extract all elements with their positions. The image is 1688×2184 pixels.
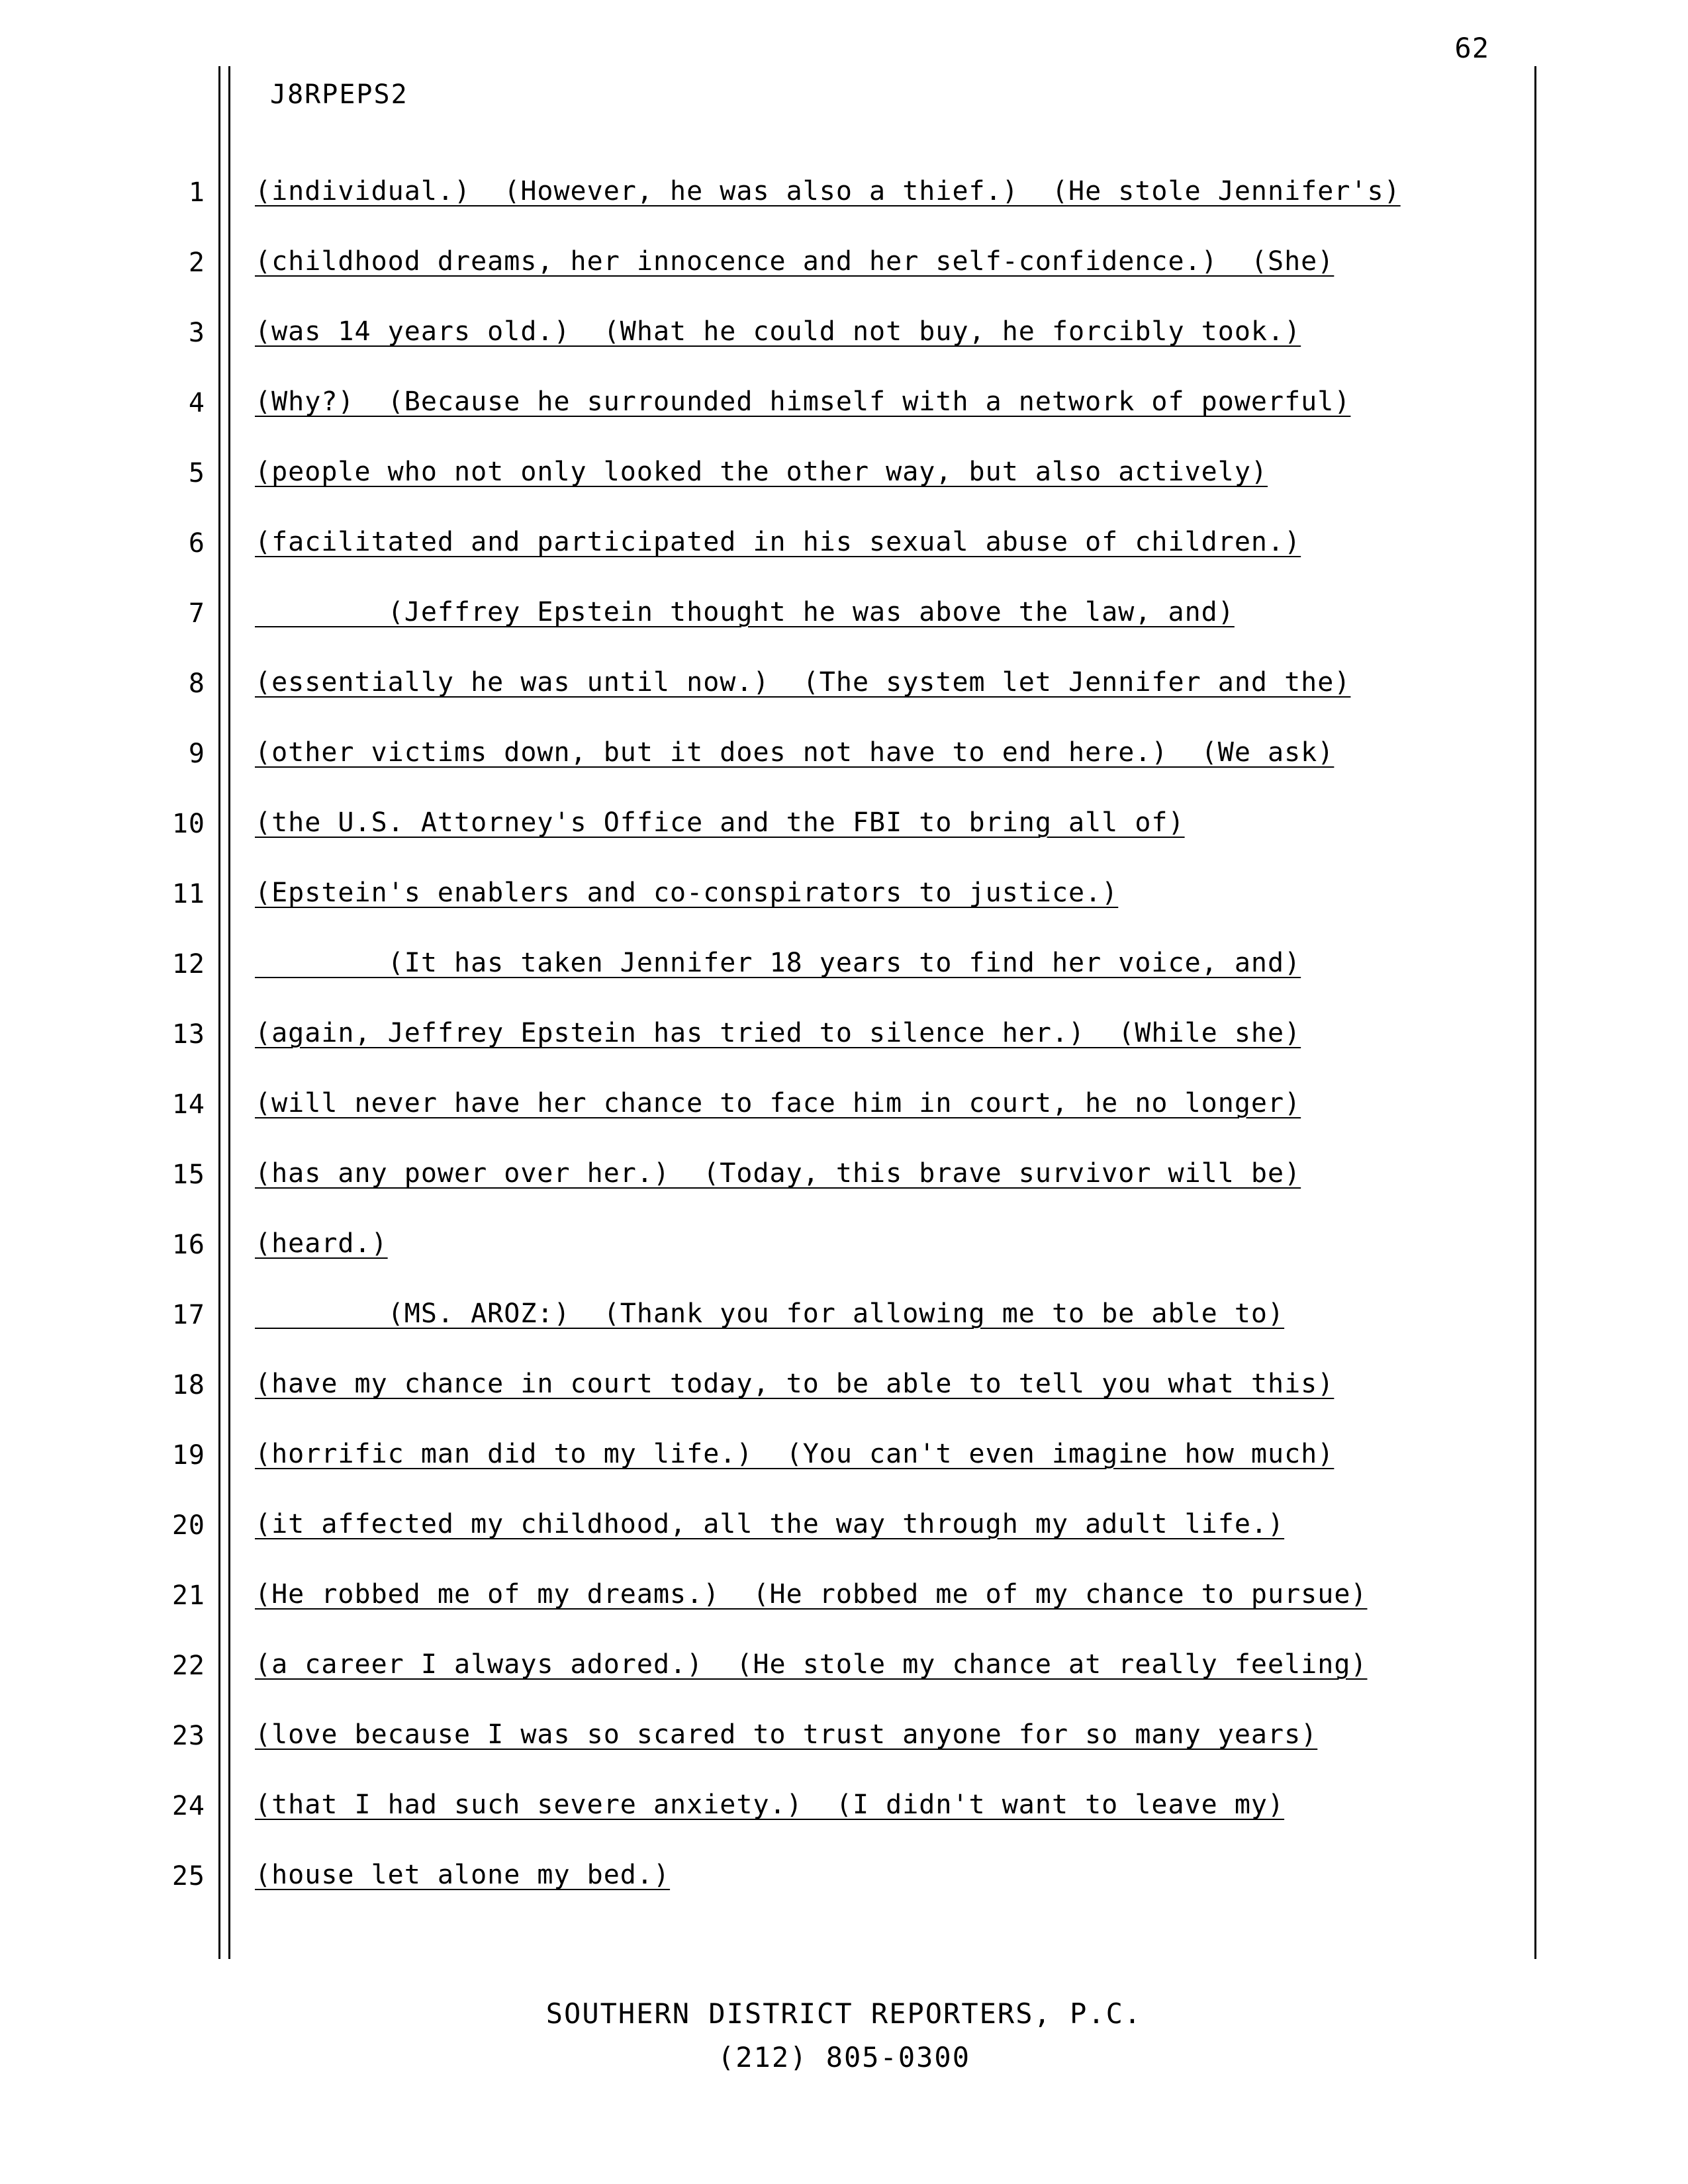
transcript-line: [0, 306, 1688, 376]
transcript-line: [0, 165, 1688, 236]
line-number: 11: [171, 879, 205, 909]
transcript-line: [0, 657, 1688, 727]
line-number: 15: [171, 1160, 205, 1190]
line-text: (the U.S. Attorney's Office and the FBI to bring all of): [255, 807, 1185, 838]
line-text: (love because I was so scared to trust anyone for so many years): [255, 1719, 1318, 1750]
line-number: 24: [171, 1791, 205, 1821]
line-number: 17: [171, 1300, 205, 1330]
transcript-line: [0, 1779, 1688, 1849]
line-text: (a career I always adored.) (He stole my chance at really feeling): [255, 1649, 1368, 1680]
transcript-line: [0, 1849, 1688, 1919]
page-number: 62: [1454, 32, 1489, 64]
line-number: 20: [171, 1510, 205, 1541]
line-text: (individual.) (However, he was also a thief.) (He stole Jennifer's): [255, 176, 1401, 206]
transcript-line: [0, 1148, 1688, 1218]
transcript-line: [0, 586, 1688, 657]
line-text: (It has taken Jennifer 18 years to find her voice, and): [255, 948, 1301, 978]
line-text: (will never have her chance to face him in court, he no longer): [255, 1088, 1301, 1118]
line-text: (facilitated and participated in his sexual abuse of children.): [255, 527, 1301, 557]
transcript-line: [0, 376, 1688, 446]
footer-reporter-name: SOUTHERN DISTRICT REPORTERS, P.C.: [545, 1997, 1143, 2030]
line-number: 3: [188, 318, 205, 348]
line-text: (has any power over her.) (Today, this brave survivor will be): [255, 1158, 1301, 1189]
document-id: J8RPEPS2: [270, 79, 408, 110]
page-footer: [0, 1992, 1688, 2079]
transcript-line: [0, 867, 1688, 937]
line-text: (people who not only looked the other way, but also actively): [255, 457, 1268, 487]
line-number: 13: [171, 1019, 205, 1050]
line-text: (childhood dreams, her innocence and her self-confidence.) (She): [255, 246, 1335, 277]
line-text: (that I had such severe anxiety.) (I didn't want to leave my): [255, 1790, 1285, 1820]
transcript-line: [0, 1639, 1688, 1709]
transcript-line: [0, 1358, 1688, 1428]
line-number: 23: [171, 1721, 205, 1751]
transcript-line: [0, 727, 1688, 797]
line-text: (Why?) (Because he surrounded himself with a network of powerful): [255, 387, 1351, 417]
line-number: 2: [188, 248, 205, 278]
line-number: 1: [188, 177, 205, 208]
line-text: (have my chance in court today, to be able to tell you what this): [255, 1369, 1335, 1399]
line-number: 25: [171, 1861, 205, 1891]
line-text: (horrific man did to my life.) (You can't even imagine how much): [255, 1439, 1335, 1469]
transcript-line: [0, 1428, 1688, 1498]
line-text: (Jeffrey Epstein thought he was above the law, and): [255, 597, 1235, 627]
line-text: (He robbed me of my dreams.) (He robbed me of my chance to pursue): [255, 1579, 1368, 1610]
transcript-line: [0, 1077, 1688, 1148]
line-text: (again, Jeffrey Epstein has tried to silence her.) (While she): [255, 1018, 1301, 1048]
line-text: (was 14 years old.) (What he could not buy, he forcibly took.): [255, 316, 1301, 347]
line-text: (it affected my childhood, all the way through my adult life.): [255, 1509, 1285, 1539]
transcript-line: [0, 1218, 1688, 1288]
line-number: 8: [188, 668, 205, 699]
transcript-line: [0, 1288, 1688, 1358]
line-number: 22: [171, 1651, 205, 1681]
line-number: 6: [188, 528, 205, 559]
line-number: 21: [171, 1580, 205, 1611]
line-number: 9: [188, 739, 205, 769]
line-number: 14: [171, 1089, 205, 1120]
transcript-line: [0, 446, 1688, 516]
line-text: (other victims down, but it does not have to end here.) (We ask): [255, 737, 1335, 768]
transcript-body: [0, 165, 1688, 1919]
line-number: 5: [188, 458, 205, 488]
line-number: 19: [171, 1440, 205, 1471]
line-text: (house let alone my bed.): [255, 1860, 671, 1890]
line-number: 10: [171, 809, 205, 839]
line-number: 4: [188, 388, 205, 418]
line-text: (heard.): [255, 1228, 388, 1259]
line-number: 18: [171, 1370, 205, 1400]
line-text: (Epstein's enablers and co-conspirators to justice.): [255, 878, 1119, 908]
transcript-line: [0, 236, 1688, 306]
line-number: 7: [188, 598, 205, 629]
line-text: (MS. AROZ:) (Thank you for allowing me to be able to): [255, 1298, 1285, 1329]
line-number: 12: [171, 949, 205, 979]
transcript-line: [0, 516, 1688, 586]
transcript-line: [0, 1709, 1688, 1779]
transcript-line: [0, 1498, 1688, 1569]
line-number: 16: [171, 1230, 205, 1260]
footer-phone: (212) 805-0300: [717, 2041, 970, 2073]
transcript-line: [0, 1569, 1688, 1639]
transcript-line: [0, 937, 1688, 1007]
transcript-line: [0, 797, 1688, 867]
line-text: (essentially he was until now.) (The system let Jennifer and the): [255, 667, 1351, 698]
transcript-line: [0, 1007, 1688, 1077]
